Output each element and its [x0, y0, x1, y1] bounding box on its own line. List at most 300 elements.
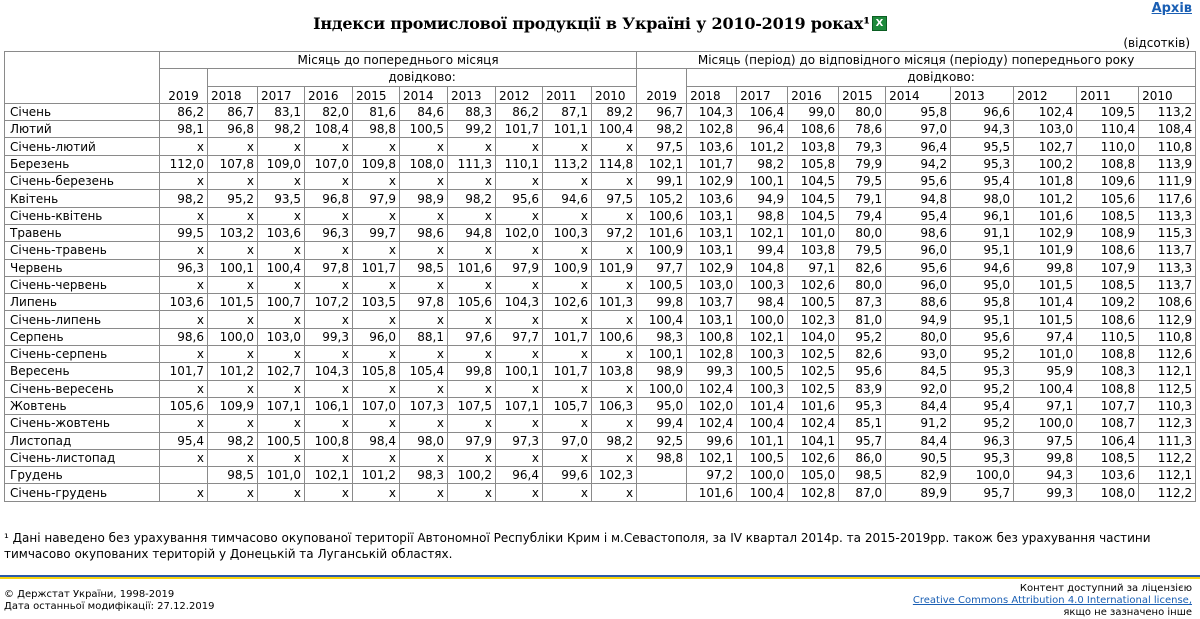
table-cell: x [305, 242, 353, 259]
table-cell: x [305, 449, 353, 466]
table-cell: 99,8 [637, 294, 687, 311]
table-cell: 103,0 [1014, 121, 1077, 138]
excel-download-icon[interactable]: X [872, 16, 887, 31]
table-cell: 107,3 [400, 397, 448, 414]
table-cell: 97,8 [305, 259, 353, 276]
header-year-left-2016: 2016 [305, 86, 353, 103]
table-cell: 84,4 [886, 397, 951, 414]
table-cell: 86,0 [839, 449, 886, 466]
table-cell: x [208, 276, 258, 293]
table-cell: 101,5 [208, 294, 258, 311]
table-cell: 96,0 [353, 328, 400, 345]
table-cell: 108,4 [305, 121, 353, 138]
table-cell: 84,6 [400, 103, 448, 120]
table-cell: 85,1 [839, 415, 886, 432]
table-cell: 102,4 [1014, 103, 1077, 120]
row-label: Травень [5, 224, 160, 241]
table-row [5, 276, 1196, 293]
table-row [5, 155, 1196, 172]
table-cell: 95,4 [886, 207, 951, 224]
header-year-right-2010: 2010 [1139, 86, 1196, 103]
table-cell: 109,5 [1077, 103, 1139, 120]
table-cell: 99,3 [305, 328, 353, 345]
header-year-left-2011: 2011 [543, 86, 592, 103]
table-cell: 100,7 [258, 294, 305, 311]
table-cell: x [258, 346, 305, 363]
table-cell: 101,9 [1014, 242, 1077, 259]
table-cell: x [496, 138, 543, 155]
header-year-left-2014: 2014 [400, 86, 448, 103]
table-cell: 97,6 [448, 328, 496, 345]
table-cell: 101,5 [1014, 311, 1077, 328]
table-cell: 103,6 [687, 138, 737, 155]
table-cell: x [208, 346, 258, 363]
row-label: Січень-серпень [5, 346, 160, 363]
table-cell: x [592, 276, 637, 293]
table-cell: 101,8 [1014, 173, 1077, 190]
table-row [5, 294, 1196, 311]
table-cell: x [448, 449, 496, 466]
table-cell: 98,5 [208, 467, 258, 484]
table-cell: x [592, 415, 637, 432]
table-cell: 108,0 [1077, 484, 1139, 501]
table-cell: 100,4 [258, 259, 305, 276]
table-cell: 109,9 [208, 397, 258, 414]
table-cell: 95,4 [951, 173, 1014, 190]
table-cell: 100,4 [1014, 380, 1077, 397]
table-cell: 114,8 [592, 155, 637, 172]
table-cell: 111,3 [1139, 432, 1196, 449]
table-cell: x [543, 311, 592, 328]
table-row [5, 311, 1196, 328]
table-cell: 100,3 [737, 346, 788, 363]
table-cell: 83,9 [839, 380, 886, 397]
table-cell: x [353, 138, 400, 155]
table-cell: 91,2 [886, 415, 951, 432]
table-cell: 98,8 [353, 121, 400, 138]
table-cell: x [496, 415, 543, 432]
table-cell: 107,0 [305, 155, 353, 172]
table-row [5, 242, 1196, 259]
row-label: Листопад [5, 432, 160, 449]
table-cell: x [496, 311, 543, 328]
table-cell: x [353, 484, 400, 501]
table-cell: 99,8 [1014, 259, 1077, 276]
table-cell: 108,6 [1077, 311, 1139, 328]
table-cell: 112,5 [1139, 380, 1196, 397]
table-cell: 95,2 [951, 380, 1014, 397]
table-cell: 101,1 [543, 121, 592, 138]
table-row [5, 415, 1196, 432]
table-cell: x [543, 207, 592, 224]
table-cell: x [208, 173, 258, 190]
table-cell: 104,5 [788, 173, 839, 190]
row-label: Січень [5, 103, 160, 120]
table-cell: x [305, 207, 353, 224]
table-row [5, 259, 1196, 276]
table-cell: x [592, 173, 637, 190]
table-cell: 94,3 [951, 121, 1014, 138]
table-cell: x [496, 484, 543, 501]
table-cell: 98,2 [448, 190, 496, 207]
table-cell: x [448, 380, 496, 397]
table-row [5, 484, 1196, 501]
table-cell: x [592, 380, 637, 397]
table-cell: 107,1 [496, 397, 543, 414]
table-cell: 96,1 [951, 207, 1014, 224]
table-cell: 101,0 [258, 467, 305, 484]
page-title [0, 14, 1200, 33]
table-cell: 99,8 [1014, 449, 1077, 466]
table-cell: 101,2 [1014, 190, 1077, 207]
table-cell: 102,3 [592, 467, 637, 484]
table-cell: 106,4 [1077, 432, 1139, 449]
table-cell: 100,6 [592, 328, 637, 345]
table-cell: 97,9 [353, 190, 400, 207]
table-cell: x [496, 207, 543, 224]
table-row [5, 328, 1196, 345]
table-cell: 102,6 [543, 294, 592, 311]
table-cell: x [208, 311, 258, 328]
table-cell: x [160, 311, 208, 328]
table-cell: x [400, 346, 448, 363]
table-cell: 106,3 [592, 397, 637, 414]
table-cell: x [496, 276, 543, 293]
table-cell: 102,4 [687, 380, 737, 397]
table-cell: x [543, 449, 592, 466]
table-cell: 99,0 [788, 103, 839, 120]
table-cell: 95,2 [839, 328, 886, 345]
table-cell: 99,7 [353, 224, 400, 241]
table-cell: 112,6 [1139, 346, 1196, 363]
table-cell: 112,1 [1139, 467, 1196, 484]
table-cell: x [160, 173, 208, 190]
table-cell: 101,7 [353, 259, 400, 276]
table-cell: 103,1 [687, 207, 737, 224]
table-row [5, 190, 1196, 207]
table-cell: x [400, 415, 448, 432]
table-cell: 94,9 [886, 311, 951, 328]
table-cell: x [208, 242, 258, 259]
table-cell: 98,5 [400, 259, 448, 276]
row-label: Січень-лютий [5, 138, 160, 155]
table-cell: 100,8 [305, 432, 353, 449]
table-cell: x [160, 380, 208, 397]
table-cell: 96,7 [637, 103, 687, 120]
header-year-right-current: 2019 [637, 69, 687, 104]
table-row [5, 449, 1196, 466]
table-cell: x [448, 242, 496, 259]
table-cell: x [592, 138, 637, 155]
table-cell: 97,5 [592, 190, 637, 207]
table-cell: 82,6 [839, 259, 886, 276]
table-cell: x [353, 276, 400, 293]
table-cell: 97,9 [496, 259, 543, 276]
table-cell: 80,0 [839, 224, 886, 241]
table-cell: 105,6 [160, 397, 208, 414]
table-cell: 98,2 [208, 432, 258, 449]
table-row [5, 380, 1196, 397]
table-cell: 96,3 [951, 432, 1014, 449]
table-cell: x [160, 346, 208, 363]
table-cell: x [258, 380, 305, 397]
table-cell: x [400, 207, 448, 224]
table-cell: x [496, 449, 543, 466]
table-cell: 98,6 [160, 328, 208, 345]
table-cell: 95,3 [951, 155, 1014, 172]
table-cell: 103,1 [687, 311, 737, 328]
table-cell: x [305, 173, 353, 190]
table-cell: 96,0 [886, 242, 951, 259]
table-cell: 94,6 [543, 190, 592, 207]
row-label: Червень [5, 259, 160, 276]
table-cell: 87,0 [839, 484, 886, 501]
table-cell: 95,4 [160, 432, 208, 449]
archive-link[interactable]: Архів [1151, 1, 1192, 16]
table-cell: x [592, 207, 637, 224]
table-cell: 82,0 [305, 103, 353, 120]
table-cell: 104,5 [788, 190, 839, 207]
table-cell: 108,6 [788, 121, 839, 138]
table-row [5, 138, 1196, 155]
table-cell: 89,2 [592, 103, 637, 120]
table-cell: 102,8 [687, 346, 737, 363]
table-cell: x [543, 138, 592, 155]
table-cell [160, 467, 208, 484]
table-cell: 95,5 [951, 138, 1014, 155]
table-cell: x [543, 276, 592, 293]
table-cell: 100,3 [737, 380, 788, 397]
table-row [5, 363, 1196, 380]
table-cell: 88,6 [886, 294, 951, 311]
table-cell: 106,4 [737, 103, 788, 120]
table-cell: x [592, 484, 637, 501]
table-cell: 98,2 [160, 190, 208, 207]
table-cell: 95,4 [951, 397, 1014, 414]
table-cell: 98,5 [839, 467, 886, 484]
table-cell: 101,6 [788, 397, 839, 414]
table-cell: 101,5 [1014, 276, 1077, 293]
table-cell: 98,4 [737, 294, 788, 311]
table-cell: x [543, 484, 592, 501]
table-cell [637, 484, 687, 501]
table-cell: 115,3 [1139, 224, 1196, 241]
table-cell: 112,9 [1139, 311, 1196, 328]
table-cell: 80,0 [839, 103, 886, 120]
table-cell: 100,4 [737, 415, 788, 432]
table-cell: 89,9 [886, 484, 951, 501]
header-year-right-2013: 2013 [951, 86, 1014, 103]
table-cell: 97,5 [637, 138, 687, 155]
table-cell: x [208, 484, 258, 501]
table-cell: 113,9 [1139, 155, 1196, 172]
table-cell: 80,0 [886, 328, 951, 345]
table-cell: 101,4 [737, 397, 788, 414]
table-cell: 102,3 [788, 311, 839, 328]
table-cell: x [448, 415, 496, 432]
table-cell: 110,5 [1077, 328, 1139, 345]
table-cell: x [448, 311, 496, 328]
table-cell: x [400, 138, 448, 155]
table-cell: 103,6 [1077, 467, 1139, 484]
table-row [5, 397, 1196, 414]
table-cell: 100,0 [208, 328, 258, 345]
table-cell: 102,8 [788, 484, 839, 501]
table-cell: 99,4 [637, 415, 687, 432]
table-cell [637, 467, 687, 484]
table-cell: 99,1 [637, 173, 687, 190]
table-cell: 102,1 [637, 155, 687, 172]
table-cell: x [305, 311, 353, 328]
footer-left [4, 589, 214, 613]
table-cell: 102,6 [788, 449, 839, 466]
table-cell: x [258, 415, 305, 432]
table-cell: 101,7 [543, 328, 592, 345]
header-reference-left: довідково: [208, 69, 637, 86]
table-cell: 108,8 [1077, 380, 1139, 397]
table-cell: 105,8 [353, 363, 400, 380]
table-cell: 97,1 [788, 259, 839, 276]
indices-table [4, 51, 1196, 502]
table-cell: x [496, 242, 543, 259]
header-year-right-2017: 2017 [737, 86, 788, 103]
table-cell: 98,8 [737, 207, 788, 224]
table-cell: x [543, 380, 592, 397]
table-cell: x [160, 276, 208, 293]
table-cell: 78,6 [839, 121, 886, 138]
table-cell: x [160, 207, 208, 224]
header-row-reference [5, 69, 1196, 86]
row-label: Квітень [5, 190, 160, 207]
header-year-right-2018: 2018 [687, 86, 737, 103]
table-cell: 100,5 [737, 449, 788, 466]
row-label: Січень-червень [5, 276, 160, 293]
header-year-left-2010: 2010 [592, 86, 637, 103]
table-cell: 107,5 [448, 397, 496, 414]
table-cell: x [160, 138, 208, 155]
table-cell: 101,6 [687, 484, 737, 501]
table-cell: 99,4 [737, 242, 788, 259]
table-cell: 84,4 [886, 432, 951, 449]
table-row [5, 121, 1196, 138]
table-cell: 99,2 [448, 121, 496, 138]
table-cell: 102,9 [687, 259, 737, 276]
table-cell: 104,5 [788, 207, 839, 224]
table-cell: x [400, 173, 448, 190]
table-cell: 98,3 [637, 328, 687, 345]
table-cell: x [543, 346, 592, 363]
table-cell: 103,8 [788, 138, 839, 155]
row-label: Січень-листопад [5, 449, 160, 466]
table-cell: 95,1 [951, 311, 1014, 328]
license-link[interactable]: Creative Commons Attribution 4.0 International license, [912, 595, 1192, 606]
table-cell: 108,6 [1077, 242, 1139, 259]
table-cell: 112,1 [1139, 363, 1196, 380]
table-cell: 98,6 [886, 224, 951, 241]
table-cell: 98,6 [400, 224, 448, 241]
table-cell: 110,4 [1077, 121, 1139, 138]
table-cell: x [400, 311, 448, 328]
table-cell: 102,9 [1014, 224, 1077, 241]
row-label: Березень [5, 155, 160, 172]
table-cell: 99,6 [543, 467, 592, 484]
table-cell: 100,5 [258, 432, 305, 449]
table-cell: 95,3 [951, 449, 1014, 466]
table-cell: 101,6 [637, 224, 687, 241]
table-cell: 100,4 [637, 311, 687, 328]
table-cell: 99,3 [687, 363, 737, 380]
table-cell: 100,0 [1014, 415, 1077, 432]
table-cell: 102,8 [687, 121, 737, 138]
table-cell: 98,9 [637, 363, 687, 380]
table-cell: x [353, 380, 400, 397]
table-cell: x [543, 242, 592, 259]
table-cell: 99,5 [160, 224, 208, 241]
table-cell: 101,2 [737, 138, 788, 155]
table-cell: 108,6 [1139, 294, 1196, 311]
copyright-text: © Держстат України, 1998-2019 [4, 589, 175, 600]
table-cell: 101,6 [1014, 207, 1077, 224]
table-cell: 84,5 [886, 363, 951, 380]
table-cell: 100,9 [543, 259, 592, 276]
table-cell: 105,0 [788, 467, 839, 484]
table-cell: 97,7 [637, 259, 687, 276]
header-year-left-current: 2019 [160, 69, 208, 104]
table-cell: 100,4 [592, 121, 637, 138]
header-year-left-2017: 2017 [258, 86, 305, 103]
table-cell: 100,1 [208, 259, 258, 276]
table-cell: 101,6 [448, 259, 496, 276]
table-cell: 79,5 [839, 242, 886, 259]
header-year-right-2015: 2015 [839, 86, 886, 103]
table-cell: 100,9 [637, 242, 687, 259]
table-cell: x [305, 415, 353, 432]
table-cell: 105,7 [543, 397, 592, 414]
table-cell: 111,3 [448, 155, 496, 172]
table-cell: 97,3 [496, 432, 543, 449]
table-cell: x [353, 207, 400, 224]
footer-license [913, 583, 1192, 619]
table-cell: 86,7 [208, 103, 258, 120]
table-cell: 107,7 [1077, 397, 1139, 414]
table-cell: 101,7 [543, 363, 592, 380]
table-cell: 82,6 [839, 346, 886, 363]
table-cell: x [258, 138, 305, 155]
table-cell: 95,6 [839, 363, 886, 380]
table-cell: 102,7 [1014, 138, 1077, 155]
table-cell: 104,1 [788, 432, 839, 449]
table-cell: x [353, 346, 400, 363]
table-cell: 104,8 [737, 259, 788, 276]
table-cell: 101,7 [496, 121, 543, 138]
table-cell: 97,1 [1014, 397, 1077, 414]
table-cell: 110,8 [1139, 328, 1196, 345]
table-cell: x [353, 173, 400, 190]
table-cell: x [258, 311, 305, 328]
table-cell: x [258, 173, 305, 190]
table-cell: 105,4 [400, 363, 448, 380]
table-cell: 96,4 [886, 138, 951, 155]
table-cell: 112,0 [160, 155, 208, 172]
table-cell: 97,2 [592, 224, 637, 241]
table-cell: 100,2 [1014, 155, 1077, 172]
table-cell: 95,7 [951, 484, 1014, 501]
table-cell: 108,8 [1077, 346, 1139, 363]
table-cell: x [400, 276, 448, 293]
table-cell: 91,1 [951, 224, 1014, 241]
table-cell: x [353, 415, 400, 432]
table-row [5, 467, 1196, 484]
